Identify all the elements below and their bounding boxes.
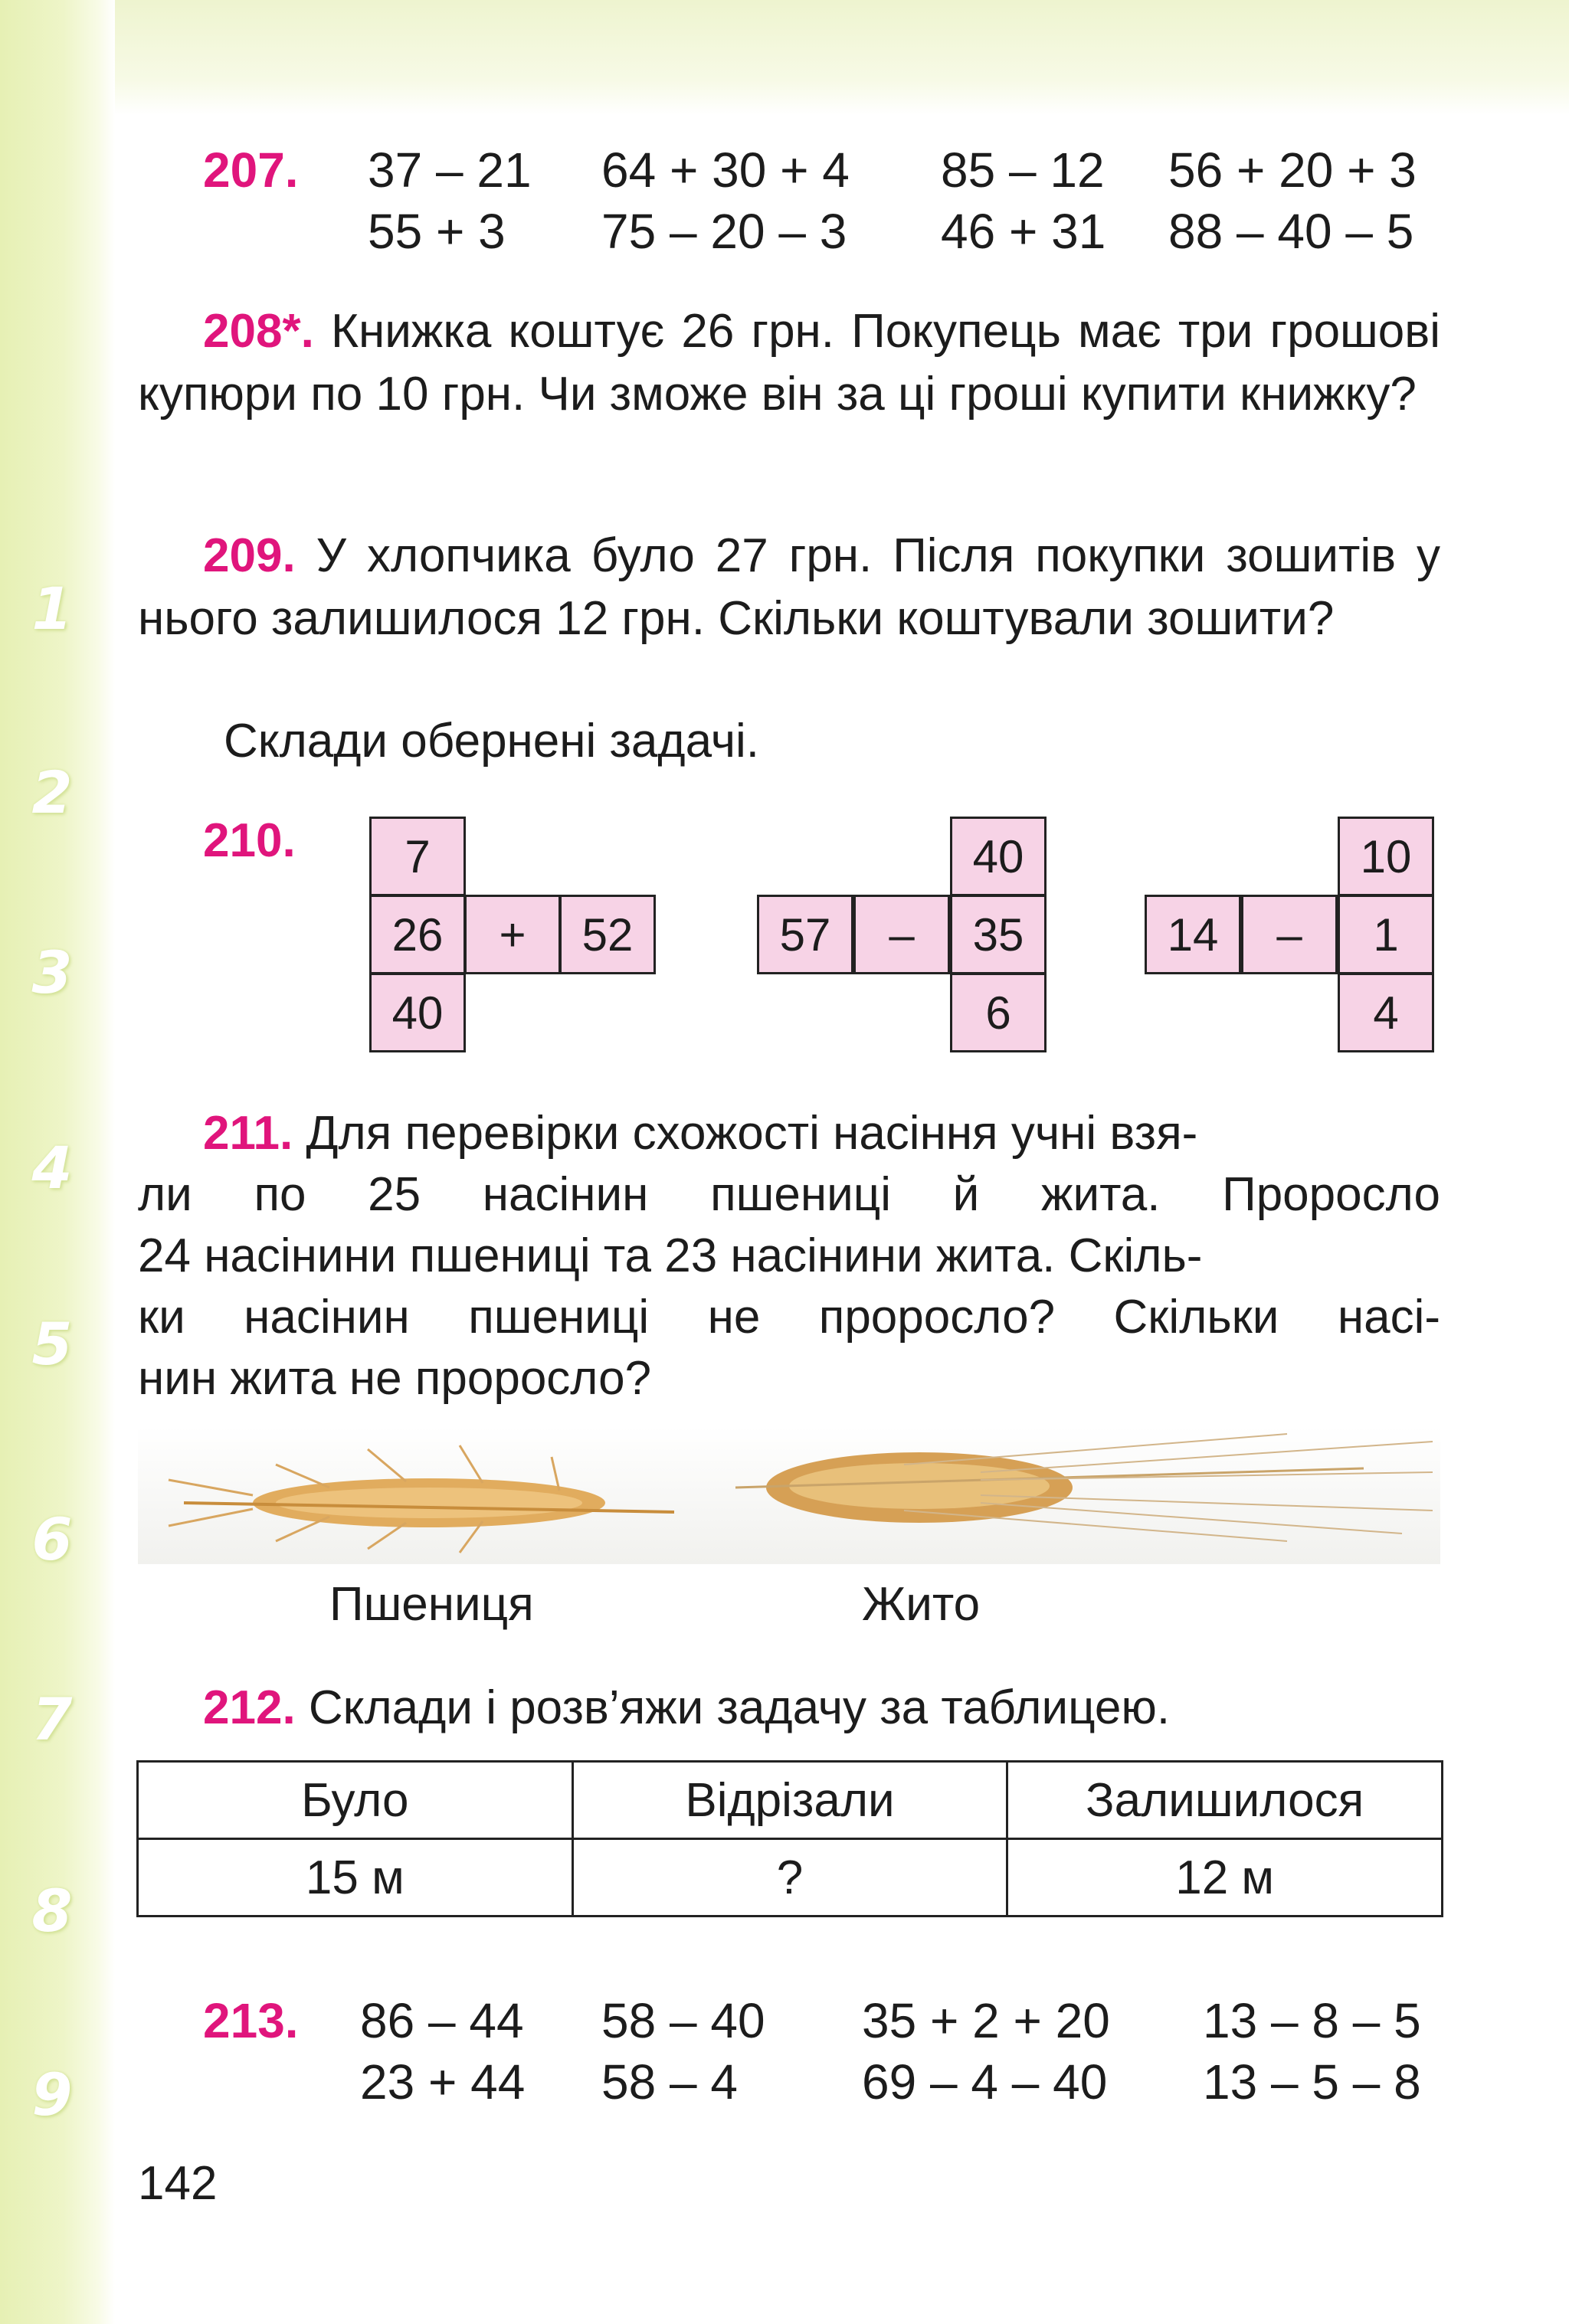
side-number-8: 8	[31, 1877, 73, 1945]
cross-cell-bottom: 4	[1338, 973, 1434, 1052]
exercise-number: 211.	[203, 1107, 293, 1160]
side-number-2: 2	[31, 758, 73, 826]
exercise-text: Для перевірки схожості насіння учні взя-	[306, 1107, 1198, 1160]
exercise-line: 24 насінини пшениці та 23 насінини жита. Скіль-	[138, 1229, 1203, 1282]
exercise-209-task: Склади обернені задачі.	[224, 715, 760, 768]
side-number-7: 7	[31, 1685, 73, 1753]
exercise-number: 207.	[203, 142, 299, 198]
exercise-number: 209.	[203, 529, 296, 582]
expression: 69 – 4 – 40	[862, 2054, 1108, 2110]
exercise-number: 213.	[203, 1993, 299, 2048]
expression: 13 – 5 – 8	[1203, 2054, 1421, 2110]
expression: 85 – 12	[941, 142, 1105, 198]
side-number-5: 5	[31, 1310, 73, 1378]
cross-cell-left: 14	[1145, 895, 1241, 974]
exercise-number: 208*.	[203, 305, 314, 358]
caption-wheat: Пшениця	[329, 1578, 534, 1631]
grain-illustration	[138, 1426, 1440, 1564]
data-table	[136, 1760, 1443, 1917]
cross-cell-bottom: 40	[369, 973, 466, 1052]
table-header-cell: Залишилося	[1007, 1762, 1443, 1839]
expression: 88 – 40 – 5	[1168, 204, 1414, 259]
cross-cell-bottom: 6	[950, 973, 1047, 1052]
expression: 64 + 30 + 4	[601, 142, 850, 198]
expression: 58 – 40	[601, 1993, 765, 2048]
exercise-line	[203, 1103, 1197, 1164]
exercise-line: нин жита не проросло?	[138, 1352, 652, 1405]
expression: 58 – 4	[601, 2054, 738, 2110]
cross-cell-operator: –	[853, 895, 950, 974]
side-number-6: 6	[31, 1505, 73, 1573]
table-cell: ?	[572, 1839, 1007, 1916]
side-number-3: 3	[31, 938, 73, 1007]
table-header-cell: Відрізали	[572, 1762, 1007, 1839]
cross-cell-right: 52	[559, 895, 656, 974]
top-decor-band	[0, 0, 1569, 115]
exercise-208	[138, 300, 1440, 426]
table-header-cell: Було	[138, 1762, 573, 1839]
cross-cell-center: 1	[1338, 895, 1434, 974]
expression: 75 – 20 – 3	[601, 204, 847, 259]
cross-cell-center: 35	[950, 895, 1047, 974]
exercise-line: ли по 25 насінин пшениці й жита. Проросло	[138, 1168, 1440, 1221]
exercise-text: Книжка коштує 26 грн. Покупець має три грошові купюри по 10 грн. Чи зможе він за ці гроші купити книжку?	[138, 305, 1440, 421]
expression: 56 + 20 + 3	[1168, 142, 1417, 198]
exercise-text: У хлопчика було 27 грн. Після покупки зошитів у нього залишилося 12 грн. Скільки коштували зошити?	[138, 529, 1441, 645]
expression: 55 + 3	[368, 204, 506, 259]
expression: 46 + 31	[941, 204, 1106, 259]
exercise-number: 212.	[203, 1681, 296, 1734]
side-number-4: 4	[31, 1134, 73, 1202]
exercise-text: Склади і розв’яжи задачу за таблицею.	[308, 1681, 1171, 1734]
expression: 86 – 44	[360, 1993, 524, 2048]
side-number-1: 1	[31, 574, 73, 643]
expression: 37 – 21	[368, 142, 532, 198]
expression: 23 + 44	[360, 2054, 526, 2110]
expression: 13 – 8 – 5	[1203, 1993, 1421, 2048]
caption-rye: Жито	[862, 1578, 981, 1631]
expression: 35 + 2 + 20	[862, 1993, 1110, 2048]
cross-cell-operator: –	[1241, 895, 1338, 974]
exercise-212	[203, 1678, 1170, 1739]
table-cell: 15 м	[138, 1839, 573, 1916]
table-cell: 12 м	[1007, 1839, 1443, 1916]
cross-cell-left: 57	[757, 895, 853, 974]
cross-cell-operator: +	[464, 895, 561, 974]
cross-cell-top: 10	[1338, 817, 1434, 896]
cross-cell-top: 40	[950, 817, 1047, 896]
side-number-9: 9	[31, 2061, 73, 2129]
exercise-209	[138, 525, 1440, 650]
exercise-line: ки насінин пшениці не проросло? Скільки насі-	[138, 1291, 1440, 1344]
cross-cell-top: 7	[369, 817, 466, 896]
exercise-number-210: 210.	[203, 814, 296, 867]
cross-cell-left: 26	[369, 895, 466, 974]
table-row	[138, 1839, 1443, 1916]
table-header-row	[138, 1762, 1443, 1839]
page-number: 142	[138, 2157, 218, 2210]
